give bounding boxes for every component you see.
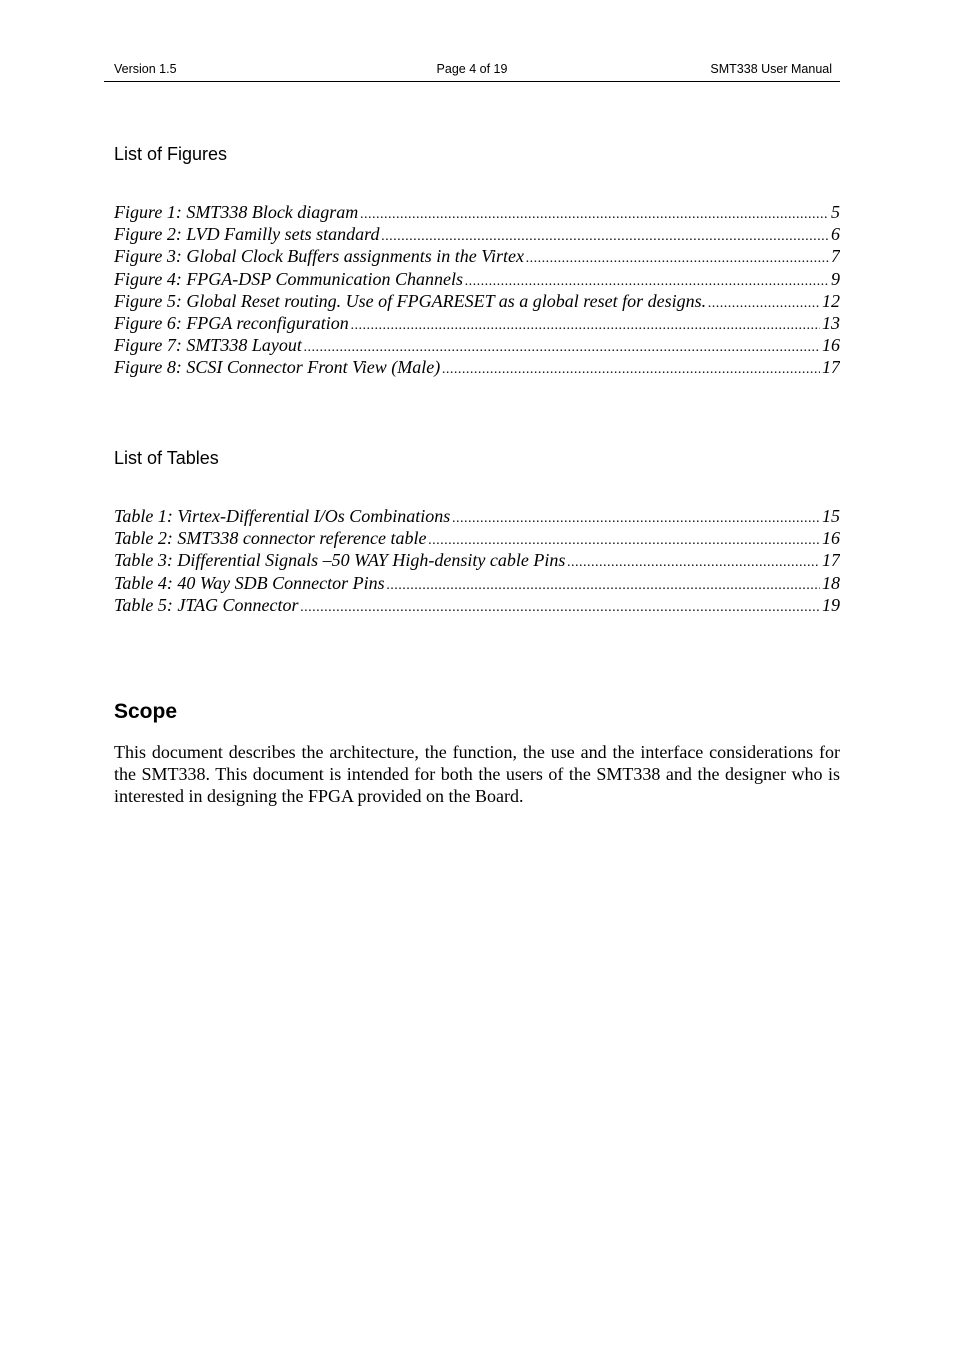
figure-entry-title: Figure 8: SCSI Connector Front View (Male) [114, 357, 441, 378]
dot-leader [360, 207, 829, 223]
figure-entry[interactable] [114, 357, 840, 379]
list-of-tables-heading: List of Tables [114, 448, 219, 468]
table-entry-title: Table 3: Differential Signals –50 WAY High-density cable Pins [114, 550, 566, 571]
figure-entry[interactable] [114, 313, 840, 335]
table-entry-page: 19 [822, 594, 840, 615]
figure-entry-title: Figure 6: FPGA reconfiguration [114, 312, 349, 333]
table-entry[interactable] [114, 573, 840, 595]
figure-entry-title: Figure 4: FPGA-DSP Communication Channels [114, 268, 463, 289]
figure-entry[interactable] [114, 246, 840, 268]
table-entry-page: 18 [822, 572, 840, 593]
tables-list [114, 506, 840, 617]
scope-paragraph: This document describes the architecture, the function, the use and the interface considerations for the SMT338. This document is intended for both the users of the SMT338 and the designer who is interested in designing the FPGA provided on the Board. [114, 742, 840, 807]
figure-entry[interactable] [114, 202, 840, 224]
dot-leader [452, 511, 820, 527]
dot-leader [381, 229, 829, 245]
figure-entry-title: Figure 7: SMT338 Layout [114, 335, 302, 356]
table-entry[interactable] [114, 506, 840, 528]
figure-entry-page: 6 [831, 224, 840, 245]
header-page-number: Page 4 of 19 [436, 62, 508, 76]
dot-leader [465, 274, 829, 290]
figure-entry-title: Figure 1: SMT338 Block diagram [114, 202, 359, 222]
table-entry-title: Table 4: 40 Way SDB Connector Pins [114, 572, 385, 593]
figures-list [114, 202, 840, 380]
figure-entry-page: 13 [822, 312, 840, 333]
table-entry[interactable] [114, 595, 840, 617]
table-entry-title: Table 5: JTAG Connector [114, 594, 299, 615]
figure-entry[interactable] [114, 269, 840, 291]
table-entry-title: Table 2: SMT338 connector reference table [114, 528, 427, 549]
table-entry[interactable] [114, 528, 840, 550]
dot-leader [708, 296, 820, 312]
figure-entry-title: Figure 3: Global Clock Buffers assignments in the Virtex [114, 246, 524, 267]
table-entry[interactable] [114, 550, 840, 572]
table-entry-title: Table 1: Virtex-Differential I/Os Combinations [114, 506, 451, 526]
dot-leader [351, 318, 820, 334]
figure-entry[interactable] [114, 335, 840, 357]
header-manual-title: SMT338 User Manual [710, 62, 832, 76]
dot-leader [301, 600, 821, 616]
dot-leader [526, 251, 829, 267]
table-entry-page: 15 [822, 506, 840, 526]
dot-leader [567, 555, 820, 571]
dot-leader [442, 362, 820, 378]
figure-entry-page: 5 [831, 202, 840, 222]
list-of-figures-heading: List of Figures [114, 144, 228, 164]
figure-entry-page: 12 [822, 290, 840, 311]
page-header [104, 61, 840, 82]
figure-entry-page: 17 [822, 357, 840, 378]
figure-entry-title: Figure 5: Global Reset routing. Use of FPGARESET as a global reset for designs. [114, 290, 707, 311]
dot-leader [387, 578, 820, 594]
figure-entry-page: 16 [822, 335, 840, 356]
figure-entry-page: 9 [831, 268, 840, 289]
header-version: Version 1.5 [114, 62, 177, 76]
figure-entry[interactable] [114, 291, 840, 313]
figure-entry[interactable] [114, 224, 840, 246]
dot-leader [304, 340, 820, 356]
figure-entry-page: 7 [831, 246, 840, 267]
table-entry-page: 17 [822, 550, 840, 571]
dot-leader [428, 533, 820, 549]
scope-heading: Scope [114, 700, 178, 723]
figure-entry-title: Figure 2: LVD Familly sets standard [114, 224, 380, 245]
table-entry-page: 16 [822, 528, 840, 549]
